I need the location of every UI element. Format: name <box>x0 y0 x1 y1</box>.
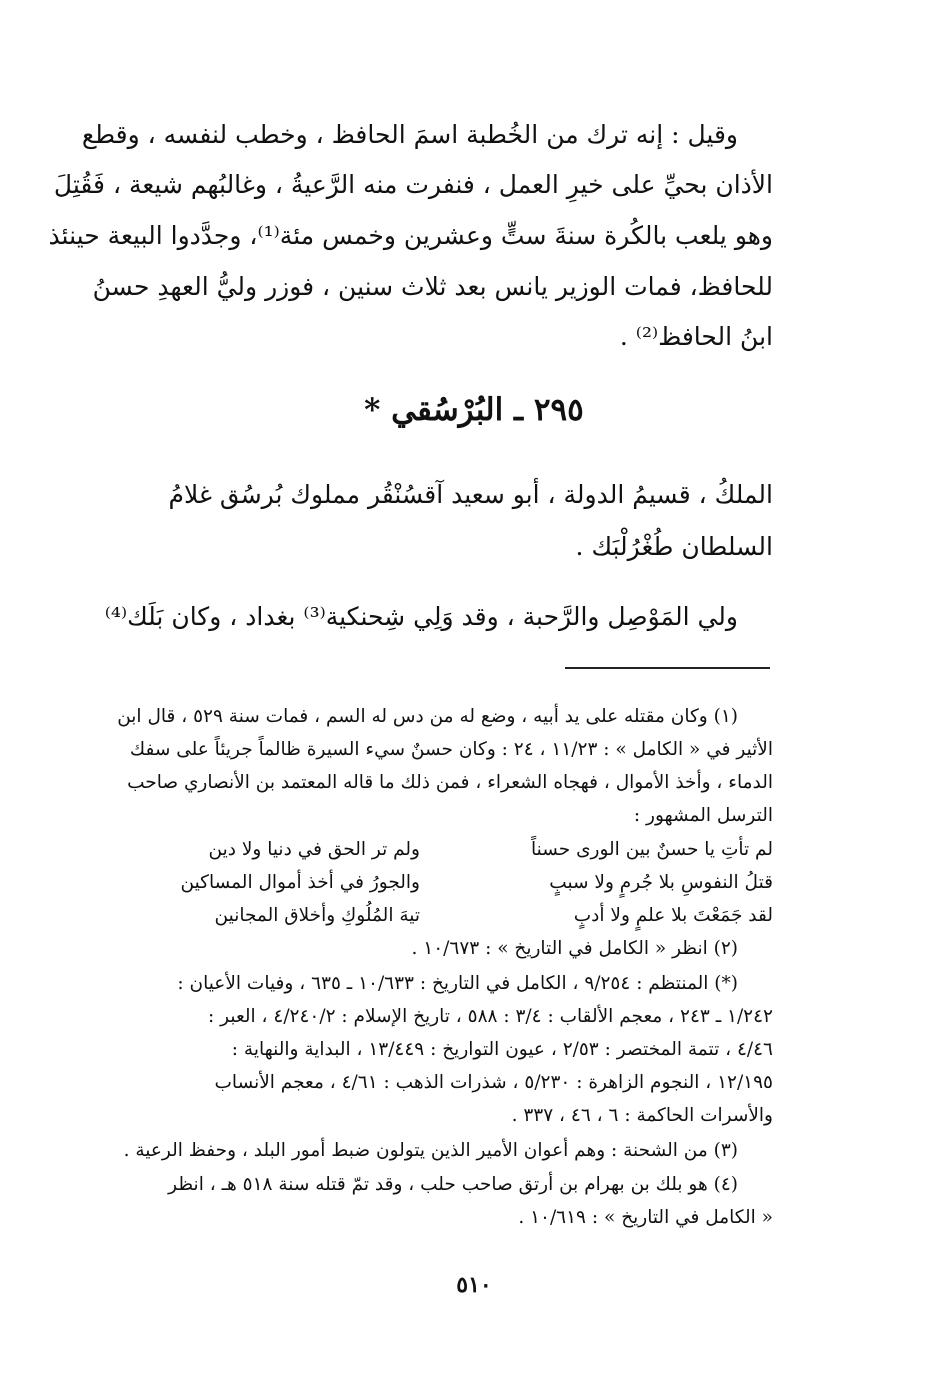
verse-second-hemistich: ولم تر الحق في دنيا ولا دين <box>208 839 420 860</box>
footnote-line: (*) المنتظم : ٩/٢٥٤ ، الكامل في التاريخ : ١٠/٦٣٣ ـ ٦٣٥ ، وفيات الأعيان : <box>177 973 738 994</box>
footnote-line: الأثير في « الكامل » : ١١/٢٣ ، ٢٤ : وكان حسنٌ سيء السيرة ظالماً جريئاً على سفك <box>129 739 773 760</box>
entry-text-line: الملكُ ، قسيمُ الدولة ، أبو سعيد آقسُنْقُر مملوك بُرسُق غلامُ <box>168 480 773 509</box>
verse-second-hemistich: والجورُ في أخذ أموال المساكين <box>180 872 420 893</box>
footnote-line: ١٢/١٩٥ ، النجوم الزاهرة : ٥/٢٣٠ ، شذرات الذهب : ٤/٦١ ، معجم الأنساب <box>214 1072 773 1093</box>
verse-first-hemistich: قتلُ النفوسِ بلا جُرمٍ ولا سببٍ <box>549 872 773 893</box>
footnote-line: (٤) هو بلك بن بهرام بن أرتق صاحب حلب ، وقد تمّ قتله سنة ٥١٨ هـ ، انظر <box>168 1174 738 1195</box>
footnote-line: (٢) انظر « الكامل في التاريخ » : ١٠/٦٧٣ . <box>411 938 738 959</box>
main-text-line: للحافظ، فمات الوزير يانس بعد ثلاث سنين ، فوزر وليُّ العهدِ حسنُ <box>92 272 773 301</box>
footnote-line: الدماء ، وأخذ الأموال ، فهجاه الشعراء ، فمن ذلك ما قاله المعتمد بن الأنصاري صاحب <box>127 772 773 793</box>
verse-second-hemistich: تيهَ المُلُوكِ وأخلاق المجانين <box>214 905 420 926</box>
main-text-line: وقيل : إنه ترك من الخُطبة اسمَ الحافظ ، وخطب لنفسه ، وقطع <box>81 120 738 149</box>
footnote-line: « الكامل في التاريخ » : ١٠/٦١٩ . <box>518 1207 773 1228</box>
main-text-line: الأذان بحيِّ على خيرِ العمل ، فنفرت منه الرَّعيةُ ، وغالبُهم شيعة ، فَقُتِلَ <box>53 170 773 199</box>
footnote-line: (١) وكان مقتله على يد أبيه ، وضع له من دس له السم ، فمات سنة ٥٢٩ ، قال ابن <box>117 706 738 727</box>
footnote-line: (٣) من الشحنة : وهم أعوان الأمير الذين يتولون ضبط أمور البلد ، وحفظ الرعية . <box>123 1140 738 1161</box>
verse-first-hemistich: لقد جَمَعْتَ بلا علمٍ ولا أدبٍ <box>573 905 773 926</box>
footnote-line: والأسرات الحاكمة : ٦ ، ٤٦ ، ٣٣٧ . <box>511 1105 773 1126</box>
entry-text-line: السلطان طُغْرُلْبَك . <box>575 532 773 561</box>
main-text-line: ابنُ الحافظ⁽²⁾ . <box>619 322 773 351</box>
verse-first-hemistich: لم تأتِ يا حسنٌ بين الورى حسناً <box>531 839 773 860</box>
page-number: ٥١٠ <box>456 1272 492 1298</box>
footnote-separator <box>565 667 770 669</box>
footnote-line: ٤/٤٦ ، تتمة المختصر : ٢/٥٣ ، عيون التواريخ : ١٣/٤٤٩ ، البداية والنهاية : <box>231 1039 773 1060</box>
main-text-line: وهو يلعب بالكُرة سنةَ ستٍّ وعشرين وخمس مئة⁽¹⁾، وجدَّدوا البيعة حينئذ <box>48 221 773 250</box>
entry-text-line: ولي المَوْصِل والرَّحبة ، وقد وَلِي شِحنكية⁽³⁾ بغداد ، وكان بَلَك⁽⁴⁾ <box>104 602 738 631</box>
entry-heading: ٢٩٥ ـ البُرْسُقي * <box>364 392 584 428</box>
footnote-line: الترسل المشهور : <box>633 805 773 826</box>
footnote-line: ١/٢٤٢ ـ ٢٤٣ ، معجم الألقاب : ٣/٤ : ٥٨٨ ، تاريخ الإسلام : ٤/٢٤٠/٢ ، العبر : <box>208 1006 773 1027</box>
